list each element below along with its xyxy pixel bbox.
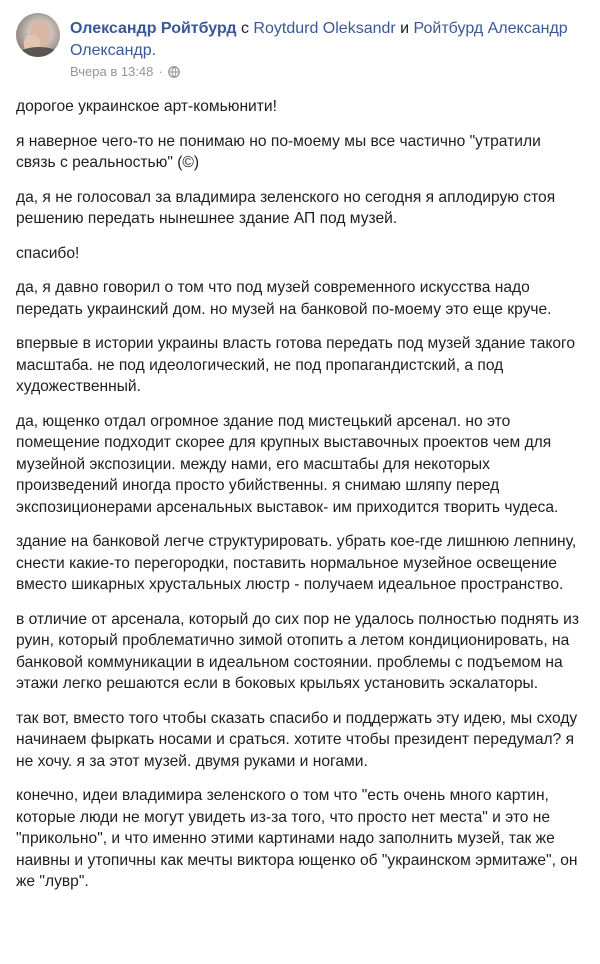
post-paragraph: да, я не голосовал за владимира зеленского но сегодня я аплодирую стоя решению передать нынешнее здание АП под музей. (16, 188, 556, 227)
post-paragraph: дорогое украинское арт-комьюнити! (16, 98, 277, 115)
post-paragraph: я наверное чего-то не понимаю но по-моему мы все частично "утратили связь с реальностью" (©) (16, 132, 541, 171)
connector-text: с (236, 20, 254, 37)
post-header (16, 12, 584, 92)
header-text (70, 12, 584, 79)
connector-text-2: и (395, 20, 414, 37)
meta-separator: · (158, 64, 163, 79)
post-paragraph: так вот, вместо того чтобы сказать спасибо и поддержать эту идею, мы сходу начинаем фыркать носами и сраться. хотите чтобы президент передумал? я не хочу. я за этот музей. двумя руками и ногами. (16, 709, 578, 770)
post-body (16, 96, 584, 893)
post-paragraph: впервые в истории украины власть готова передать под музей здание такого масштаба. не под идеологический, не под пропагандистский, а под художественный. (16, 335, 576, 395)
post-paragraph: спасибо! (16, 244, 80, 262)
post-paragraph: здание на банковой легче структурировать. убрать кое-где лишнюю лепнину, снести какие-то перегородки, поставить нормальное музейное освещение вместо шикарных хрустальных люстр - получаем идеальное пространство. (16, 533, 577, 593)
post-paragraph: да, я давно говорил о том что под музей современного искусства надо передать украинский дом. но музей на банковой по-моему это еще круче. (16, 279, 552, 318)
post-title-line (70, 18, 584, 62)
post-paragraph: конечно, идеи владимира зеленского о том что "есть очень много картин, которые люди не могут увидеть из-за того, что просто нет места" и это не "прикольно", и что именно этими картинами надо заполнить музей, так же наивны и утопичны как мечты виктора ющенко об "украинском эрмитаже", он же "лувр". (16, 787, 578, 890)
avatar-shirt (18, 47, 60, 57)
post-timestamp-link[interactable]: Вчера в 13:48 (70, 64, 154, 79)
tagged-user-link-1[interactable]: Roytdurd Oleksandr (253, 20, 396, 37)
tagged-user-link-2[interactable]: Ройтбурд Александр Олександр. (70, 20, 568, 59)
author-name-link[interactable]: Олександр Ройтбурд (70, 20, 237, 37)
post-paragraph: да, ющенко отдал огромное здание под мистецький арсенал. но это помещение подходит скорее для крупных выставочных проектов чем для музейной экспозиции. между нами, его масштабы для некоторых произведений иногда просто убийственны. я снимаю шляпу перед экспозиционерами арсенальных выставок- им приходится творить чудеса. (16, 412, 559, 516)
post-meta (70, 64, 584, 79)
author-avatar[interactable] (16, 13, 60, 57)
post-paragraph: в отличие от арсенала, который до сих пор не удалось полностью поднять из руин, который проблематично зимой отопить а летом кондиционировать, на банковой коммуникации в идеальном состоянии. проблемы с подъемом на этажи легко решаются если в боковых крыльях установить эскалаторы. (16, 610, 579, 692)
globe-icon[interactable] (168, 66, 180, 78)
